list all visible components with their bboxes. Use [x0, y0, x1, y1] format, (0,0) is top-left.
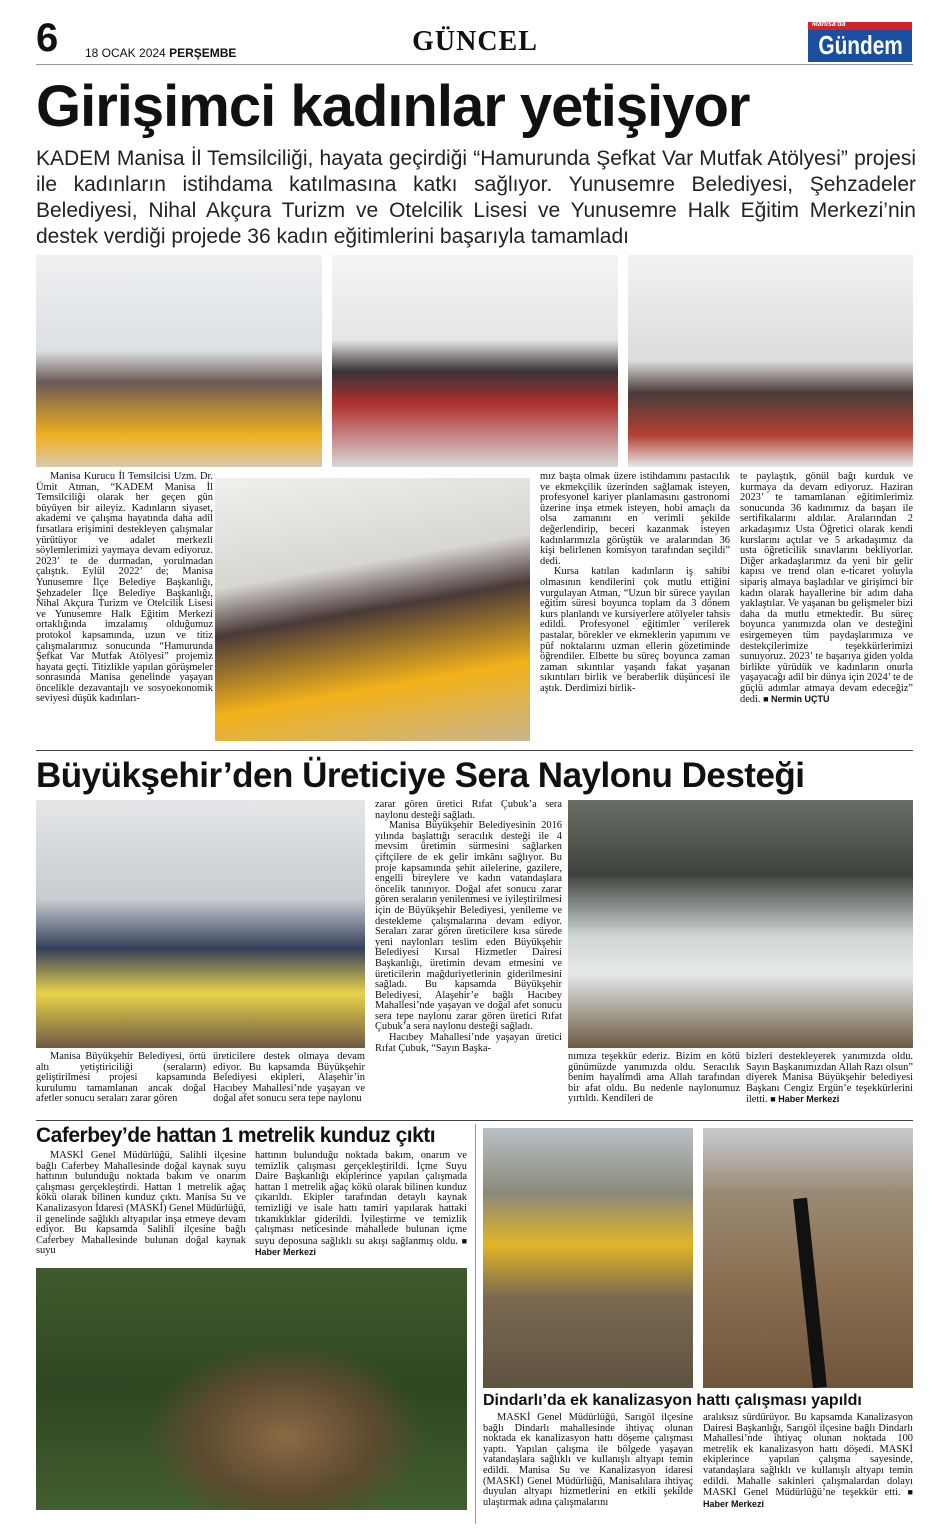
- article1-text: Manisa Kurucu İl Temsilcisi Uzm. Dr. Ümit Atman, “KADEM Manisa İl Temsilciliği olarak her geçen gün büyüyen bir aileyiz. Kadınların siyaset, akademi ve çalışma hayatında daha adil fırsatlara erişimini destekleyen çalışmalar yürütüyor ve adalet merkezli söylemlerimizi yaymaya devam ediyoruz. 2023’ te de durmadan, yorulmadan çalıştık. Eylül 2022’ de; Manisa Yunusemre İlçe Belediye Başkanlığı, Şehzadeler İlçe Belediye Başkanlığı, Nihal Akçura Turizm ve Otelcilik Lisesi ve Yunusemre Halk Eğitim Merkezi ortaklığında imzalamış olduğumuz protokol kapsamında, uzun ve titiz çalışmalarımız sonucunda “Hamurunda Şefkat Var Mutfak Atölyesi” projemiz hayata geçti. Titizlikle yapılan görüşmeler sonrasında Manisa genelinde yaşayan öncelikle dezavantajlı ve sosyoekonomik seviyesi düşük kadınları-: [36, 471, 213, 705]
- photo-ceremony-hall: [628, 255, 913, 467]
- photo-tree-root: [36, 1268, 467, 1510]
- lead-paragraph: KADEM Manisa İl Temsilciliği, hayata geçirdiği “Hamurunda Şefkat Var Mutfak Atölyesi” projesi ile kadınların istihdama katılmasına katkı sağlıyor. Yunusemre Belediyesi, Şehzadeler Belediyesi, Nihal Akçura Turizm ve Otelcilik Lisesi ve Yunusemre Halk Eğitim Merkezi’nin destek verdiği projede 36 kadın eğitimlerini başarıyla tamamladı: [36, 147, 916, 248]
- article3-text: MASKİ Genel Müdürlüğü, Salihli ilçesine bağlı Caferbey Mahallesinde doğal kaynak suyu hattının bulunduğu noktada bakım ve onarım çalışması gerçekleştirdi. Hattan 1 metrelik ağaç kökü olarak bilinen kunduz çıktı. Manisa Su ve Kanalizasyon İdaresi (MASKİ) Genel Müdürlüğü, il genelinde sağlıklı altyapılar inşa etmeye devam ediyor. Bu kapsamda Salihli ilçesine bağlı Caferbey Mahallesinde bulunan doğal kaynak suyu: [36, 1150, 246, 1257]
- article2-text: zarar gören üretici Rıfat Çubuk’a sera naylonu desteği sağladı.: [375, 799, 562, 821]
- article2-bottom-col-1: [36, 1052, 206, 1105]
- section-divider: [36, 1120, 913, 1121]
- weekday-text: PERŞEMBE: [169, 46, 237, 60]
- article1-text: Kursa katılan kadınların iş sahibi olmasının kendilerini çok mutlu ettiğini vurgulayan Atman, “Uzun bir sürece yayılan eğitim süresi boyunca toplam da 3 dönem kurs planlandı ve kursiyerlere atölyeler tahsis edildi. Profesyonel eğitimler verilerek pastalar, börekler ve ekmeklerin yapımını ve püf noktalarını uzman ellerin gözetiminde öğrendiler. Elbette bu süreç boyunca zaman zaman sıkıntılar yaşandı fakat yaşanan sıkıntıları birlik ve beraberlik düşüncesi ile aştık. Derdimizi birlik-: [540, 566, 730, 694]
- photo-baking-class: [215, 478, 530, 741]
- byline: ■ Haber Merkezi: [770, 1094, 840, 1105]
- article4-text: aralıksız sürdürüyor. Bu kapsamda Kanalizasyon Dairesi Başkanlığı, Sarıgöl ilçesine bağlı Dindarlı Mahallesi’nde ihtiyaç olunan noktada 100 metrelik ek kanalizasyon hattı döşedi. MASKİ ekiplerince yapılan çalışma sayesinde, vatandaşlara sağlıklı ve kullanışlı altyapı temin edildi. Mahalle sakinleri çalışmalardan dolayı MASKİ Genel Müdürlüğü’ne teşekkür etti.: [703, 1412, 913, 1499]
- article2-text: Manisa Büyükşehir Belediyesi, örtü altı yetiştiriciliği (seraların) geliştirilmesi projesi kapsamında kurulumu tamamlanan ancak doğal afetler sonucu seraları zarar gören: [36, 1051, 206, 1105]
- article3-column-2: [255, 1151, 467, 1259]
- article2-middle-column: [375, 800, 562, 1054]
- newspaper-logo: [808, 22, 912, 62]
- photo-damaged-greenhouse: [568, 800, 913, 1048]
- article2-text: Manisa Büyükşehir Belediyesinin 2016 yılında başlattığı seracılık desteği ile 4 mevsim üretimin sürmesini sağlarken çiftçilere de ek gelir imkânı sağlıyor. Bu proje kapsamında şehit ailelerine, gazilere, engelli bireylere ve kadın vatandaşlara öncelik tanınıyor. Doğal afet sonucu zarar gören seraların yenilenmesi ve iyileştirilmesi için de Büyükşehir Belediyesi, yenileme ve destekleme çalışmalarına devam ediyor. Seraları zarar gören üreticilere kısa sürede yeni naylonları teslim eden Büyükşehir Belediyesi Kırsal Hizmetler Dairesi Başkanlığı, üretimin devam etmesini ve üreticilerin mağduriyetlerinin giderilmesini sağladı. Bu kapsamda Büyükşehir Belediyesi, Alaşehir’e bağlı Hacıbey Mahallesi’nde yaşayan ve doğal afet sonucu sera tepe naylonu zarar gören üretici Rıfat Çubuk’a sera naylonu desteği sağladı.: [375, 820, 562, 1033]
- headline-dindarli: Dindarlı’da ek kanalizasyon hattı çalışması yapıldı: [483, 1392, 862, 1409]
- header-divider: [36, 64, 913, 65]
- section-title: GÜNCEL: [412, 26, 538, 57]
- article1-column-1: [36, 472, 213, 705]
- article2-bottom-col-4: [746, 1052, 913, 1106]
- logo-tagline: Manisa'da: [812, 21, 846, 28]
- photo-greenhouse-visit: [36, 800, 365, 1048]
- section-divider: [36, 750, 913, 751]
- byline: ■ Haber Merkezi: [703, 1487, 913, 1509]
- article2-bottom-col-3: [568, 1052, 740, 1105]
- article2-text: nımıza teşekkür ederiz. Bizim en kötü günümüzde yanımızda oldu. Seracılık benim hayalimdi ama Allah tarafından bir afat oldu. Bu nedenle naylonumuz yırtıldı. Kendileri de: [568, 1051, 740, 1105]
- article2-text: bizleri destekleyerek yanımızda oldu. Sayın Başkanımızdan Allah Razı olsun” diyerek Manisa Büyükşehir belediyesi Başkanı Cengiz Ergün’e teşekkürlerini iletti.: [746, 1051, 913, 1106]
- headline-main: Girişimci kadınlar yetişiyor: [36, 74, 750, 139]
- article2-text: üreticilere destek olmaya devam ediyor. Bu kapsamda Büyükşehir Belediyesi ekipleri, Alaşehir’in Hacıbey Mahallesi’nde yaşayan ve doğal afet sonucu sera tepe naylonu: [213, 1051, 365, 1105]
- photo-kitchen-workshop: [36, 255, 322, 467]
- article2-bottom-col-2: [213, 1052, 365, 1105]
- article1-text: mız başta olmak üzere istihdamını pastacılık ve ekmekçilik üzerinden sağlamak isteyen, profesyonel kariyer planlamasını gastronomi üzerine inşa etmek isteyen, hobi amaçlı da olsa zamanını en verimli şekilde değerlendirip, beceri kazanmak isteyen kadınlarımızla görüştük ve aralarından 36 kişi belirlenen komisyon tarafından seçildi” dedi.: [540, 471, 730, 567]
- headline-caferbey: Caferbey’de hattan 1 metrelik kunduz çıktı: [36, 1124, 436, 1147]
- column-divider: [475, 1124, 476, 1524]
- photo-sewer-pipe: [703, 1128, 913, 1388]
- byline: ■ Haber Merkezi: [255, 1235, 467, 1258]
- pipe-shape: [793, 1198, 827, 1388]
- article1-text: te paylaştık, gönül bağı kurduk ve kurmaya da devam ediyoruz. Haziran 2023’ te tamamlanan eğitimlerimiz sonucunda 36 kadınımız da başarı ile sertifikalarını aldılar. Aralarından 2 arkadaşımız Usta Öğretici olarak kendi kurslarını açtılar ve 5 arkadaşımız da usta öğreticilik sınavlarını bekliyorlar. Diğer arkadaşlarımız da yeni bir gelir kapısı ve trend olan e-ticaret yoluyla sipariş almaya başladılar ve girişimci bir kadın olarak hayallerine bir adım daha yaklaştılar. Ve yaşanan bu gelişmeler bizi daha da mutlu etmektedir. Bu süreç boyunca yanımızda olan ve desteğini esirgemeyen tüm paydaşlarımıza ve destekçilerimize teşekkürlerimizi sunuyoruz. 2023’ te başarıya giden yolda birlikte yürüdük ve kadınların onurla yaşayacağı adil bir dünya için 2024’ te de güçlü adımlar atmaya devam edeceğiz” dedi.: [740, 471, 913, 706]
- photo-group-certificate: [332, 255, 618, 467]
- article3-column-1: [36, 1151, 246, 1257]
- article1-column-2: [540, 472, 730, 694]
- page-number: 6: [36, 16, 59, 60]
- article3-text: hattının bulunduğu noktada bakım, onarım ve temizlik çalışması gerçekleştirildi. İçme Suyu Daire Başkanlığı ekiplerince yapılan çalışmada hattan 1 metrelik ağaç kökü olarak bilinen kunduz çıkarıldı. Ekipler tarafından detaylı kaynak temizliği ve isale hattı tamiri yapılarak hattaki tıkanıklıklar giderildi. İyileştirme ve temizlik çalışması neticesinde mahallede bulunan içme suyu deposuna sağlıklı su akışı sağlanmış oldu.: [255, 1150, 467, 1247]
- byline: ■ Nermin UÇTU: [763, 694, 830, 705]
- article4-column-2: [703, 1413, 913, 1510]
- article1-column-3: [740, 472, 913, 706]
- article4-column-1: [483, 1413, 693, 1508]
- logo-text: Gündem: [818, 30, 903, 60]
- date-text: 18 OCAK 2024: [85, 46, 166, 60]
- article4-text: MASKİ Genel Müdürlüğü, Sarıgöl ilçesine bağlı Dindarlı mahallesinde ihtiyaç olunan noktada ek kanalizasyon hattı döşeme çalışması yaptı. Yapılan çalışma ile bölgede yaşayan vatandaşlara sağlıklı ve kullanışlı altyapı temin edildi. Manisa Su ve Kanalizasyon idaresi (MASKİ) Genel Müdürlüğü, Manisalılara ihtiyaç duyulan altyapı hizmetlerini en etkili şekilde ulaştırmak adına çalışmalarını: [483, 1412, 693, 1508]
- headline-greenhouse: Büyükşehir’den Üreticiye Sera Naylonu Desteği: [36, 756, 805, 795]
- article2-text: Hacıbey Mahallesi’nde yaşayan üretici Rıfat Çubuk, “Sayın Başka-: [375, 1032, 562, 1054]
- photo-excavator: [483, 1128, 693, 1388]
